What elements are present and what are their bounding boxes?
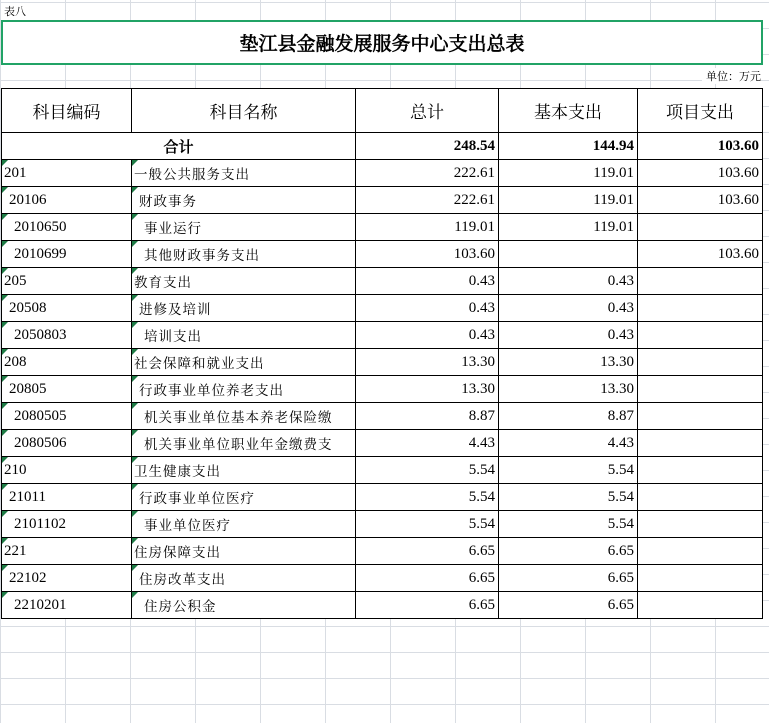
project-cell[interactable]	[638, 214, 763, 241]
project-cell[interactable]	[638, 376, 763, 403]
table-row	[2, 457, 763, 484]
table-row	[2, 160, 763, 187]
header-name[interactable]: 科目名称	[132, 89, 356, 133]
name-cell[interactable]: 行政事业单位养老支出	[132, 376, 356, 403]
basic-cell[interactable]: 0.43	[499, 268, 638, 295]
table-row	[2, 592, 763, 619]
name-cell[interactable]: 其他财政事务支出	[132, 241, 356, 268]
project-cell[interactable]	[638, 565, 763, 592]
table-row	[2, 511, 763, 538]
total-cell[interactable]: 5.54	[356, 457, 499, 484]
total-cell[interactable]: 13.30	[356, 349, 499, 376]
basic-cell[interactable]: 8.87	[499, 403, 638, 430]
name-cell[interactable]: 住房改革支出	[132, 565, 356, 592]
table-row	[2, 376, 763, 403]
code-cell[interactable]: 2010650	[2, 214, 132, 241]
code-cell[interactable]: 221	[2, 538, 132, 565]
code-cell[interactable]: 2010699	[2, 241, 132, 268]
project-cell[interactable]	[638, 457, 763, 484]
total-cell[interactable]: 0.43	[356, 268, 499, 295]
total-cell[interactable]: 222.61	[356, 187, 499, 214]
code-cell[interactable]: 2080506	[2, 430, 132, 457]
basic-cell[interactable]: 144.94	[499, 133, 638, 160]
basic-cell[interactable]: 0.43	[499, 295, 638, 322]
table-row	[2, 295, 763, 322]
table-row	[2, 322, 763, 349]
table-row	[2, 349, 763, 376]
total-cell[interactable]: 6.65	[356, 592, 499, 619]
code-cell[interactable]: 210	[2, 457, 132, 484]
header-project[interactable]: 项目支出	[638, 89, 763, 133]
code-cell[interactable]: 208	[2, 349, 132, 376]
basic-cell[interactable]: 4.43	[499, 430, 638, 457]
basic-cell[interactable]: 6.65	[499, 592, 638, 619]
title-cell[interactable]	[1, 20, 763, 65]
sheet-label: 表八	[4, 3, 29, 19]
total-cell[interactable]: 248.54	[356, 133, 499, 160]
name-cell[interactable]: 住房保障支出	[132, 538, 356, 565]
name-cell[interactable]: 社会保障和就业支出	[132, 349, 356, 376]
basic-cell[interactable]: 13.30	[499, 349, 638, 376]
table-row	[2, 268, 763, 295]
header-row	[2, 89, 763, 133]
code-cell[interactable]: 20805	[2, 376, 132, 403]
total-label-cell[interactable]: 合计	[2, 133, 356, 160]
total-cell[interactable]: 222.61	[356, 160, 499, 187]
basic-cell[interactable]: 0.43	[499, 322, 638, 349]
project-cell[interactable]	[638, 322, 763, 349]
name-cell[interactable]: 事业运行	[132, 214, 356, 241]
name-cell[interactable]: 培训支出	[132, 322, 356, 349]
project-cell[interactable]	[638, 511, 763, 538]
name-cell[interactable]: 财政事务	[132, 187, 356, 214]
basic-cell[interactable]: 5.54	[499, 457, 638, 484]
project-cell[interactable]	[638, 538, 763, 565]
basic-cell[interactable]: 119.01	[499, 214, 638, 241]
header-total[interactable]: 总计	[356, 89, 499, 133]
basic-cell[interactable]: 13.30	[499, 376, 638, 403]
total-row	[2, 133, 763, 160]
code-cell[interactable]: 20508	[2, 295, 132, 322]
project-cell[interactable]	[638, 430, 763, 457]
code-cell[interactable]: 201	[2, 160, 132, 187]
total-cell[interactable]: 0.43	[356, 295, 499, 322]
project-cell[interactable]	[638, 295, 763, 322]
basic-cell[interactable]: 119.01	[499, 160, 638, 187]
code-cell[interactable]: 21011	[2, 484, 132, 511]
name-cell[interactable]: 一般公共服务支出	[132, 160, 356, 187]
table-row	[2, 565, 763, 592]
name-cell[interactable]: 卫生健康支出	[132, 457, 356, 484]
basic-cell[interactable]: 6.65	[499, 565, 638, 592]
code-cell[interactable]: 22102	[2, 565, 132, 592]
total-cell[interactable]: 6.65	[356, 565, 499, 592]
project-cell[interactable]	[638, 268, 763, 295]
total-cell[interactable]: 6.65	[356, 538, 499, 565]
unit-label: 单位：万元	[702, 68, 761, 84]
total-cell[interactable]: 5.54	[356, 511, 499, 538]
basic-cell[interactable]: 5.54	[499, 511, 638, 538]
name-cell[interactable]: 事业单位医疗	[132, 511, 356, 538]
header-code[interactable]: 科目编码	[2, 89, 132, 133]
name-cell[interactable]: 机关事业单位基本养老保险缴	[132, 403, 356, 430]
table-row	[2, 214, 763, 241]
basic-cell[interactable]	[499, 241, 638, 268]
basic-cell[interactable]: 6.65	[499, 538, 638, 565]
total-cell[interactable]: 5.54	[356, 484, 499, 511]
expenditure-table	[1, 88, 763, 619]
basic-cell[interactable]: 119.01	[499, 187, 638, 214]
total-cell[interactable]: 4.43	[356, 430, 499, 457]
total-cell[interactable]: 0.43	[356, 322, 499, 349]
code-cell[interactable]: 2101102	[2, 511, 132, 538]
header-basic[interactable]: 基本支出	[499, 89, 638, 133]
total-cell[interactable]: 103.60	[356, 241, 499, 268]
project-cell[interactable]	[638, 592, 763, 619]
name-cell[interactable]: 住房公积金	[132, 592, 356, 619]
name-cell[interactable]: 进修及培训	[132, 295, 356, 322]
table-row	[2, 430, 763, 457]
total-cell[interactable]: 8.87	[356, 403, 499, 430]
total-cell[interactable]: 119.01	[356, 214, 499, 241]
project-cell[interactable]: 103.60	[638, 241, 763, 268]
table-row	[2, 538, 763, 565]
project-cell[interactable]: 103.60	[638, 160, 763, 187]
name-cell[interactable]: 行政事业单位医疗	[132, 484, 356, 511]
table-row	[2, 484, 763, 511]
table-row	[2, 403, 763, 430]
code-cell[interactable]: 20106	[2, 187, 132, 214]
project-cell[interactable]	[638, 403, 763, 430]
code-cell[interactable]: 205	[2, 268, 132, 295]
basic-cell[interactable]: 5.54	[499, 484, 638, 511]
code-cell[interactable]: 2210201	[2, 592, 132, 619]
page-title: 垫江县金融发展服务中心支出总表	[239, 33, 525, 55]
project-cell[interactable]	[638, 484, 763, 511]
total-cell[interactable]: 13.30	[356, 376, 499, 403]
table-row	[2, 241, 763, 268]
project-cell[interactable]	[638, 349, 763, 376]
code-cell[interactable]: 2050803	[2, 322, 132, 349]
name-cell[interactable]: 机关事业单位职业年金缴费支	[132, 430, 356, 457]
code-cell[interactable]: 2080505	[2, 403, 132, 430]
table-row	[2, 187, 763, 214]
project-cell[interactable]: 103.60	[638, 133, 763, 160]
name-cell[interactable]: 教育支出	[132, 268, 356, 295]
project-cell[interactable]: 103.60	[638, 187, 763, 214]
